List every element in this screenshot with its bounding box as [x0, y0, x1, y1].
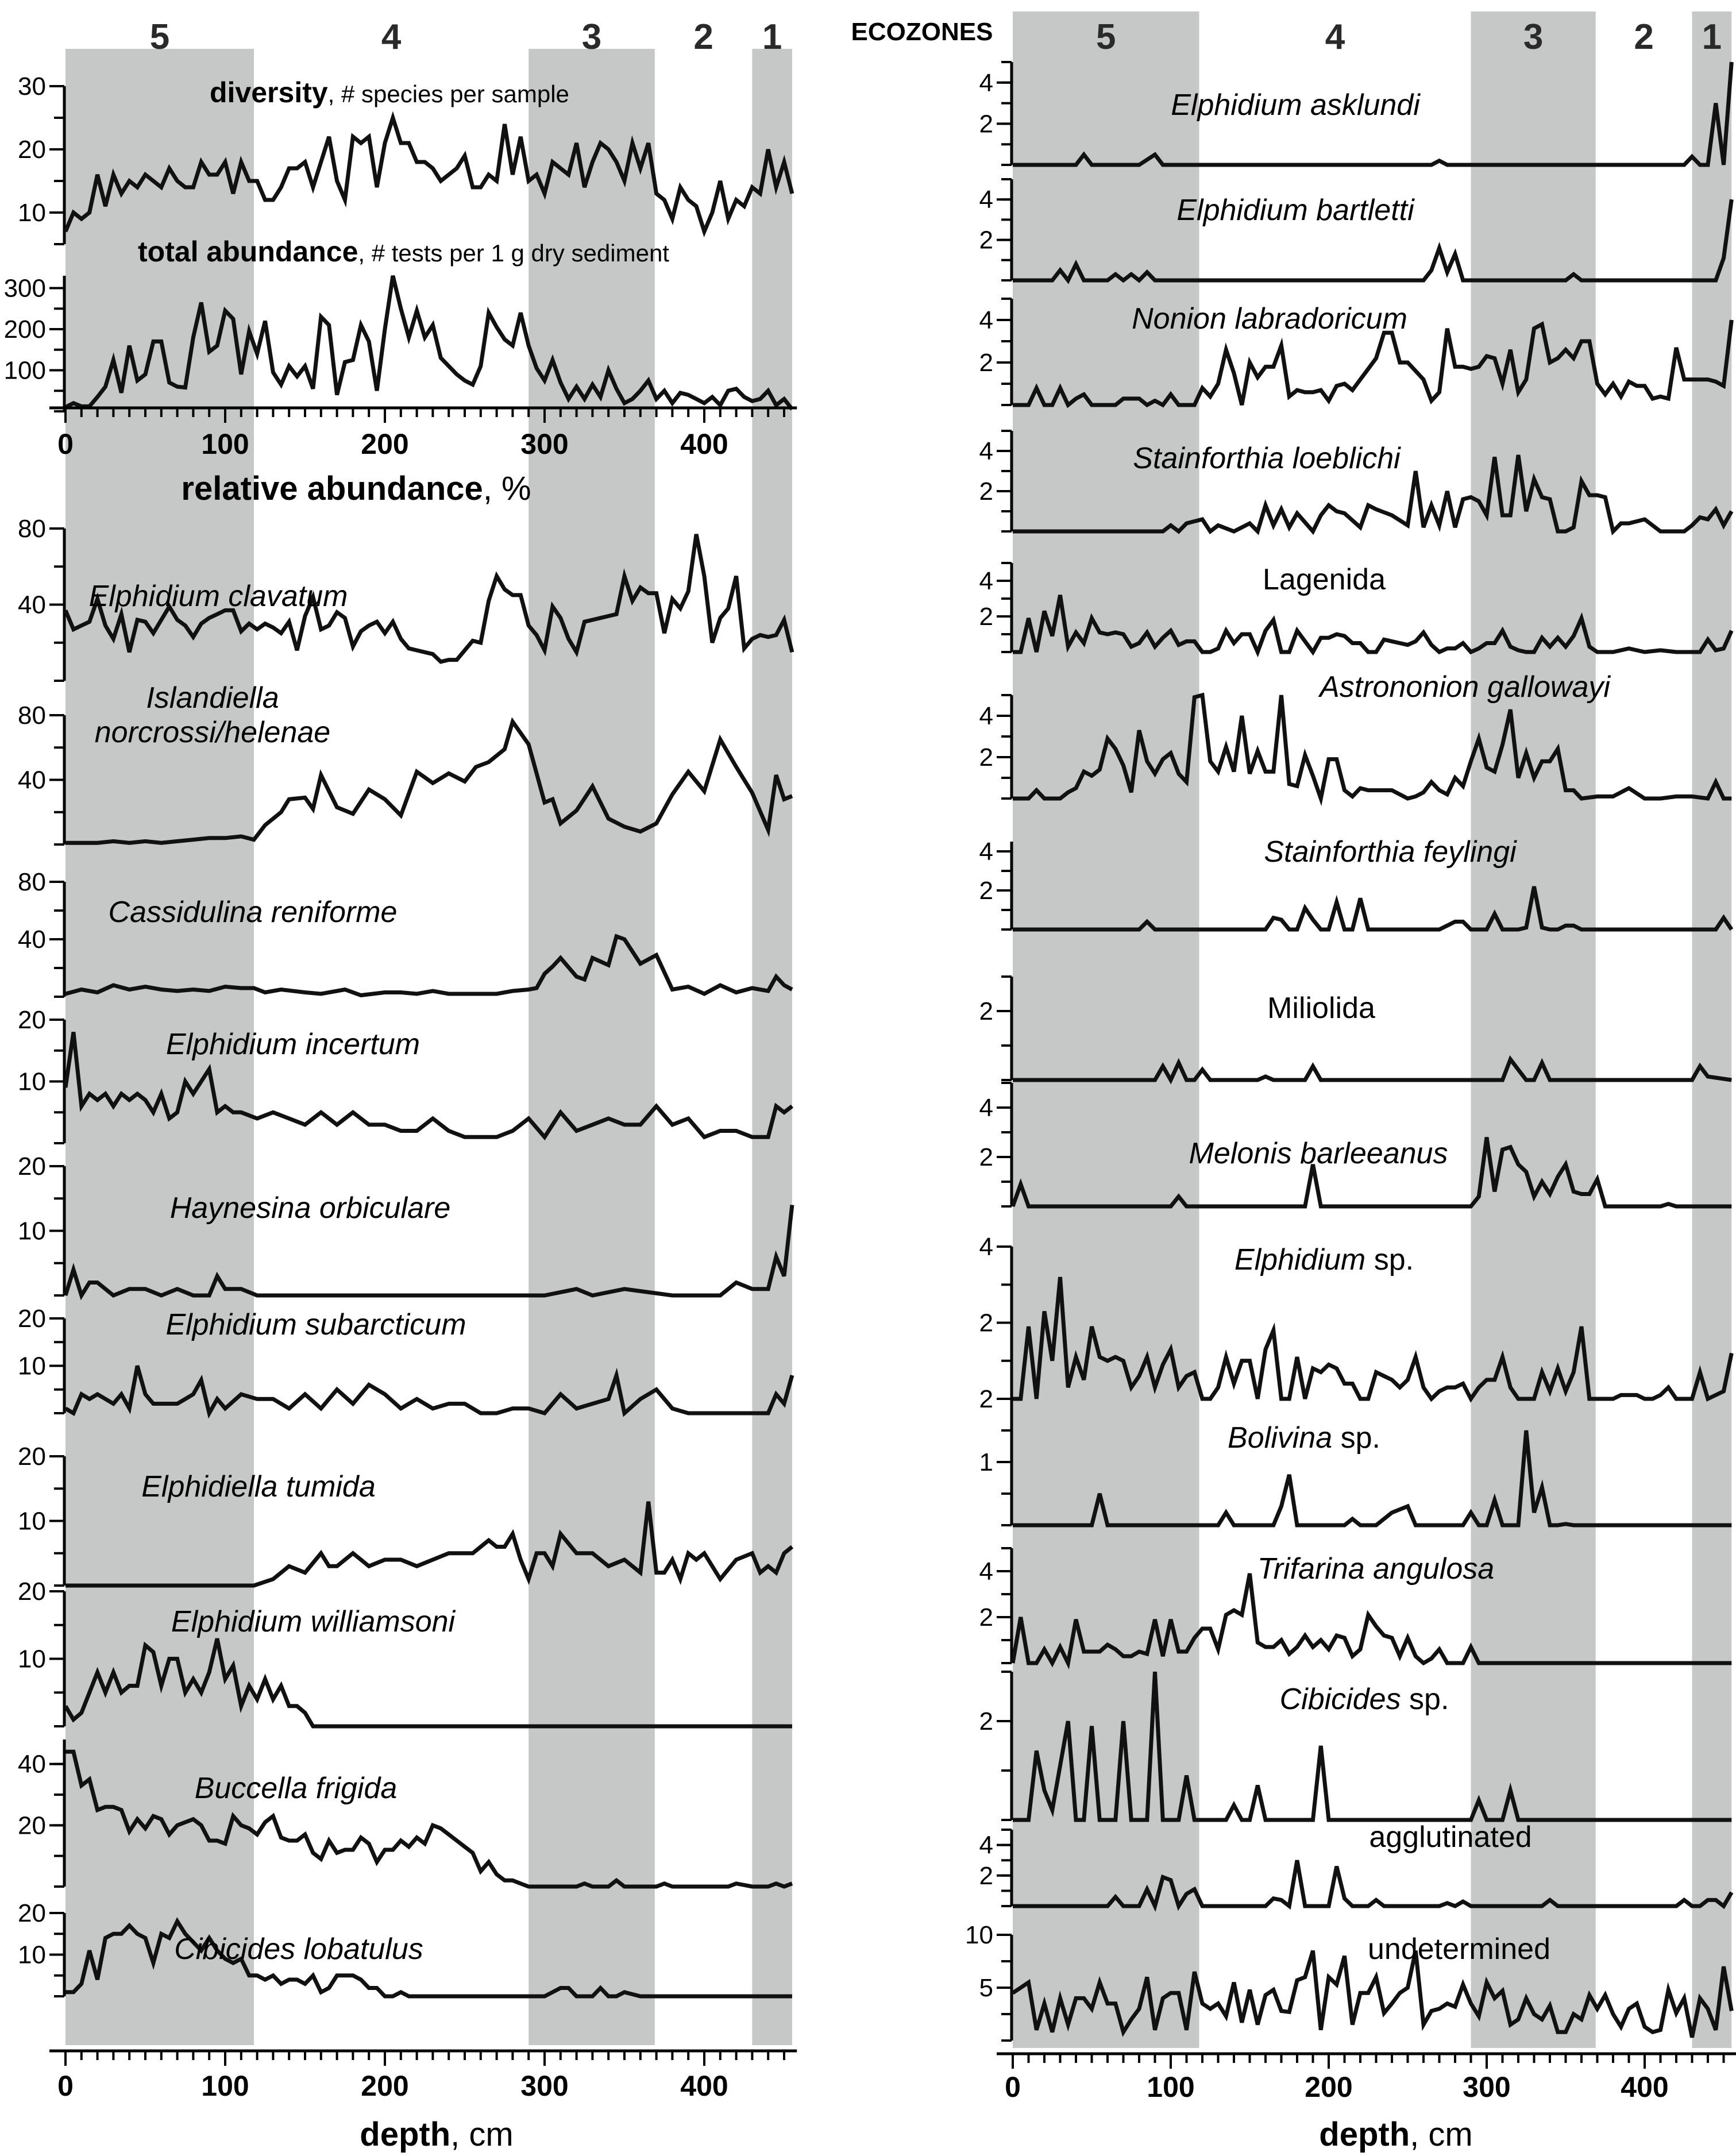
- y-tick-label: 5: [979, 1974, 993, 2002]
- y-tick-label: 10: [18, 1507, 46, 1536]
- species-title: Stainforthia loeblichi: [1133, 442, 1401, 475]
- ecozone-band-1: [1692, 11, 1732, 2048]
- ecozones-label: ECOZONES: [851, 18, 993, 46]
- y-tick-label: 4: [979, 567, 993, 595]
- x-tick-label: 100: [201, 428, 249, 460]
- x-tick-label: 200: [361, 2070, 409, 2102]
- y-tick-label: 20: [18, 1811, 46, 1840]
- y-tick-label: 80: [18, 868, 46, 896]
- y-tick-label: 20: [18, 136, 46, 164]
- relative-abundance-label: relative abundance, %: [181, 470, 531, 507]
- x-tick-label: 300: [520, 2070, 569, 2102]
- y-tick-label: 10: [965, 1921, 993, 1949]
- y-tick-label: 4: [979, 1831, 993, 1860]
- x-tick-label: 300: [520, 428, 569, 460]
- y-tick-label: 20: [18, 1899, 46, 1927]
- y-tick-label: 20: [18, 1305, 46, 1333]
- x-tick-label: 400: [680, 2070, 728, 2102]
- y-tick-label: 20: [18, 1152, 46, 1181]
- species-title: Elphidium subarcticum: [165, 1308, 466, 1341]
- depth-axis-label: depth, cm: [360, 2116, 514, 2153]
- y-tick-label: 10: [18, 1941, 46, 1969]
- y-tick-label: 10: [18, 1352, 46, 1380]
- y-tick-label: 40: [18, 766, 46, 794]
- y-tick-label: 4: [979, 1557, 993, 1586]
- y-tick-label: 10: [18, 1067, 46, 1096]
- y-tick-label: 2: [979, 1385, 993, 1413]
- species-title: Lagenida: [1263, 563, 1386, 596]
- species-title: Cibicides lobatulus: [174, 1933, 423, 1966]
- x-tick-label: 300: [1463, 2071, 1511, 2103]
- species-title: Elphidium incertum: [165, 1028, 421, 1061]
- y-tick-label: 100: [3, 356, 46, 385]
- ecozone-number: 2: [693, 17, 713, 57]
- species-title: Haynesina orbiculare: [169, 1191, 451, 1225]
- ecozone-number: 1: [1702, 17, 1722, 57]
- species-title: Trifarina angulosa: [1257, 1552, 1495, 1586]
- ecozone-number: 1: [762, 17, 782, 57]
- ecozone-number: 5: [149, 17, 170, 57]
- species-title: Elphidium asklundi: [1171, 88, 1420, 122]
- y-tick-label: 20: [18, 1006, 46, 1034]
- y-tick-label: 2: [979, 1707, 993, 1735]
- y-tick-label: 4: [979, 306, 993, 334]
- y-tick-label: 2: [979, 877, 993, 905]
- species-title: Elphidium sp.: [1234, 1243, 1414, 1276]
- x-tick-label: 200: [361, 428, 409, 460]
- ecozone-number: 4: [381, 17, 402, 57]
- x-tick-label: 400: [680, 428, 728, 460]
- x-tick-label: 400: [1621, 2071, 1669, 2103]
- y-tick-label: 4: [979, 186, 993, 214]
- abundance-title: total abundance, # tests per 1 g dry sediment: [138, 236, 669, 268]
- species-title: Cassidulina reniforme: [108, 896, 398, 929]
- y-tick-label: 4: [979, 1233, 993, 1261]
- y-tick-label: 4: [979, 838, 993, 866]
- y-tick-label: 2: [979, 743, 993, 772]
- species-title: Elphidiella tumida: [141, 1470, 376, 1503]
- bottom-left-x-axis: [49, 2051, 797, 2153]
- x-tick-label: 0: [57, 2070, 74, 2102]
- y-tick-label: 4: [979, 702, 993, 730]
- species-title: Miliolida: [1267, 992, 1375, 1025]
- bottom-right-x-axis: [997, 2054, 1736, 2153]
- ecozone-band-1: [752, 49, 792, 2045]
- depth-axis-label: depth, cm: [1319, 2116, 1473, 2153]
- diversity-title: diversity, # species per sample: [210, 76, 569, 109]
- y-tick-label: 2: [979, 110, 993, 138]
- y-tick-label: 40: [18, 925, 46, 954]
- y-tick-label: 20: [18, 1578, 46, 1606]
- y-tick-label: 10: [18, 1217, 46, 1245]
- y-tick-label: 10: [18, 1645, 46, 1673]
- ecozone-number: 5: [1096, 17, 1116, 57]
- y-tick-label: 2: [979, 1603, 993, 1632]
- species-title: Islandiella norcrossi/helenae: [94, 681, 331, 749]
- species-title: undetermined: [1368, 1933, 1550, 1966]
- species-title: Elphidium williamsoni: [171, 1605, 456, 1638]
- species-title: Buccella frigida: [194, 1772, 398, 1805]
- y-tick-label: 2: [979, 603, 993, 631]
- y-tick-label: 80: [18, 701, 46, 730]
- y-tick-label: 30: [18, 72, 46, 101]
- y-tick-label: 2: [979, 1861, 993, 1890]
- y-tick-label: 20: [18, 1443, 46, 1471]
- ecozone-band-3: [1471, 11, 1596, 2048]
- y-tick-label: 2: [979, 226, 993, 254]
- ecozone-number: 3: [1523, 17, 1544, 57]
- species-title: Bolivina sp.: [1228, 1421, 1380, 1455]
- x-tick-label: 0: [1005, 2071, 1021, 2103]
- species-title: Melonis barleeanus: [1189, 1137, 1448, 1170]
- ecozone-band-3: [528, 49, 655, 2045]
- y-tick-label: 2: [979, 1143, 993, 1171]
- y-tick-label: 1: [979, 1448, 993, 1476]
- species-title: Stainforthia feylingi: [1264, 835, 1517, 869]
- y-tick-label: 80: [18, 515, 46, 543]
- x-tick-label: 0: [57, 428, 74, 460]
- species-title: agglutinated: [1369, 1821, 1532, 1854]
- y-tick-label: 10: [18, 199, 46, 227]
- y-tick-label: 200: [3, 315, 46, 344]
- ecozone-number: 3: [581, 17, 602, 57]
- y-tick-label: 40: [18, 591, 46, 619]
- species-title: Elphidium clavatum: [88, 580, 348, 613]
- species-title: Nonion labradoricum: [1132, 302, 1407, 335]
- y-tick-label: 4: [979, 68, 993, 97]
- x-tick-label: 100: [1147, 2071, 1195, 2103]
- x-tick-label: 200: [1305, 2071, 1353, 2103]
- y-tick-label: 2: [979, 997, 993, 1025]
- x-tick-label: 100: [201, 2070, 249, 2102]
- ecozone-number: 4: [1325, 17, 1345, 57]
- species-title: Astrononion gallowayi: [1320, 670, 1610, 704]
- y-tick-label: 300: [3, 274, 46, 303]
- y-tick-label: 40: [18, 1750, 46, 1779]
- y-tick-label: 4: [979, 1094, 993, 1122]
- y-tick-label: 2: [979, 349, 993, 377]
- ecozone-number: 2: [1634, 17, 1654, 57]
- y-tick-label: 4: [979, 437, 993, 465]
- y-tick-label: 2: [979, 477, 993, 506]
- species-title: Cibicides sp.: [1279, 1683, 1449, 1716]
- y-tick-label: 2: [979, 1309, 993, 1337]
- species-title: Elphidium bartletti: [1176, 194, 1414, 227]
